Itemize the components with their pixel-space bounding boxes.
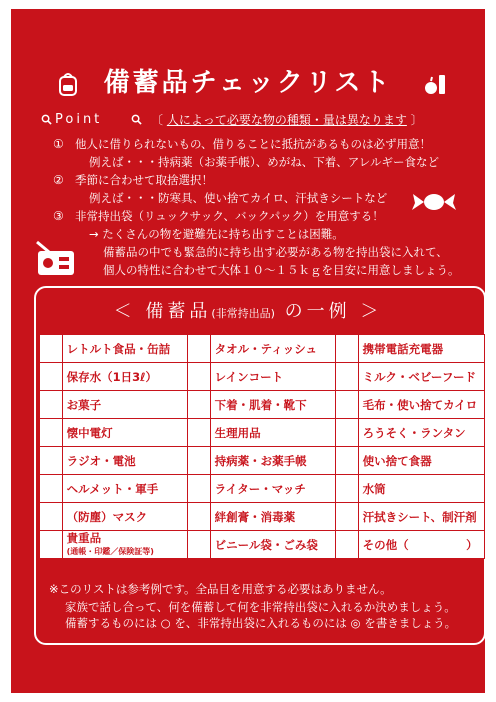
table-row	[40, 391, 485, 419]
table-row	[40, 419, 485, 447]
item-name: 持病薬・お薬手帳	[210, 447, 335, 475]
point-number: ③	[53, 209, 64, 223]
check-box[interactable]	[336, 391, 359, 419]
instruction-line: 家族で話し合って、何を備蓄して何を非常持出袋に入れるか決めましょう。	[65, 600, 456, 614]
item-subnote: (通帳・印鑑／保険証等)	[66, 546, 154, 556]
footnote: ※このリストは参考例です。全品目を用意する必要はありません。	[49, 582, 392, 596]
point-note: 〔 人によって必要な物の種類・量は異なります 〕	[151, 113, 423, 127]
point-text: 季節に合わせて取捨選択！	[75, 173, 213, 187]
table-row	[40, 475, 485, 503]
item-name: 携帯電話充電器	[358, 335, 484, 363]
item-name: ラジオ・電池	[62, 447, 187, 475]
item-name: タオル・ティッシュ	[210, 335, 335, 363]
candy-icon	[409, 187, 459, 217]
check-box[interactable]	[40, 391, 63, 419]
check-box[interactable]	[336, 475, 359, 503]
point-sub: → たくさんの物を避難先に持ち出すことは困難。	[89, 227, 344, 241]
items-card-title: ＜ 備蓄品(非常持出品) の一例 ＞	[113, 301, 383, 322]
item-name: 絆創膏・消毒薬	[210, 503, 335, 531]
item-name: 生理用品	[210, 419, 335, 447]
item-name: ミルク・ベビーフード	[358, 363, 484, 391]
check-box[interactable]	[336, 531, 359, 559]
check-box[interactable]	[188, 475, 211, 503]
point-text: 他人に借りられないもの、借りることに抵抗があるものは必ず用意！	[75, 137, 432, 151]
page-title: 備蓄品チェックリスト	[103, 68, 393, 98]
item-name: レインコート	[210, 363, 335, 391]
point-number: ①	[53, 137, 64, 151]
table-row	[40, 335, 485, 363]
check-box[interactable]	[188, 447, 211, 475]
check-box[interactable]	[188, 531, 211, 559]
point-number: ②	[53, 173, 64, 187]
check-box[interactable]	[336, 363, 359, 391]
instruction-line: 備蓄するものには ○ を、非常持出袋に入れるものには ◎ を書きましょう。	[65, 616, 457, 630]
check-box[interactable]	[40, 363, 63, 391]
item-name: （防塵）マスク	[62, 503, 187, 531]
item-name: 水筒	[358, 475, 484, 503]
item-name: 懐中電灯	[62, 419, 187, 447]
items-table	[39, 334, 485, 559]
item-name: お菓子	[62, 391, 187, 419]
check-box[interactable]	[40, 447, 63, 475]
check-box[interactable]	[188, 503, 211, 531]
item-name: ライター・マッチ	[210, 475, 335, 503]
item-name: 汗拭きシート、制汗剤	[358, 503, 484, 531]
check-box[interactable]	[336, 335, 359, 363]
point-sub: 例えば・・・持病薬（お薬手帳）、めがね、下着、アレルギー食など	[89, 155, 439, 169]
point-header	[35, 111, 475, 129]
table-row	[40, 447, 485, 475]
item-name: ビニール袋・ごみ袋	[210, 531, 335, 559]
check-box[interactable]	[40, 419, 63, 447]
point-text: 非常持出袋（リュックサック、バックパック）を用意する！	[75, 209, 384, 223]
check-box[interactable]	[40, 503, 63, 531]
check-box[interactable]	[188, 391, 211, 419]
item-name: 毛布・使い捨てカイロ	[358, 391, 484, 419]
check-box[interactable]	[40, 475, 63, 503]
item-name: ヘルメット・軍手	[62, 475, 187, 503]
item-name: レトルト食品・缶詰	[62, 335, 187, 363]
point-sub: 備蓄品の中でも緊急的に持ち出す必要がある物を持出袋に入れて、	[103, 245, 448, 259]
check-box[interactable]	[336, 503, 359, 531]
snacks-icon	[423, 71, 449, 97]
magnifier-icon	[131, 114, 142, 125]
point-sub: 例えば・・・防寒具、使い捨てカイロ、汗拭きシートなど	[89, 191, 388, 205]
item-name: その他（ ）	[358, 531, 484, 559]
item-name: 使い捨て食器	[358, 447, 484, 475]
item-name: 下着・肌着・靴下	[210, 391, 335, 419]
table-row	[40, 531, 485, 559]
check-box[interactable]	[336, 447, 359, 475]
item-name: ろうそく・ランタン	[358, 419, 484, 447]
radio-icon	[33, 238, 79, 278]
item-name: 貴重品 (通帳・印鑑／保険証等)	[62, 531, 187, 559]
table-row	[40, 503, 485, 531]
item-name: 保存水（1日3ℓ）	[62, 363, 187, 391]
point-sub: 個人の特性に合わせて大体１０～１５ｋｇを目安に用意しましょう。	[103, 263, 460, 277]
check-box[interactable]	[188, 363, 211, 391]
check-box[interactable]	[40, 531, 63, 559]
table-row	[40, 363, 485, 391]
check-box[interactable]	[40, 335, 63, 363]
magnifier-icon	[41, 114, 52, 125]
check-box[interactable]	[188, 335, 211, 363]
check-box[interactable]	[188, 419, 211, 447]
point-label: Point	[55, 112, 103, 127]
check-box[interactable]	[336, 419, 359, 447]
checklist-page	[11, 9, 485, 693]
